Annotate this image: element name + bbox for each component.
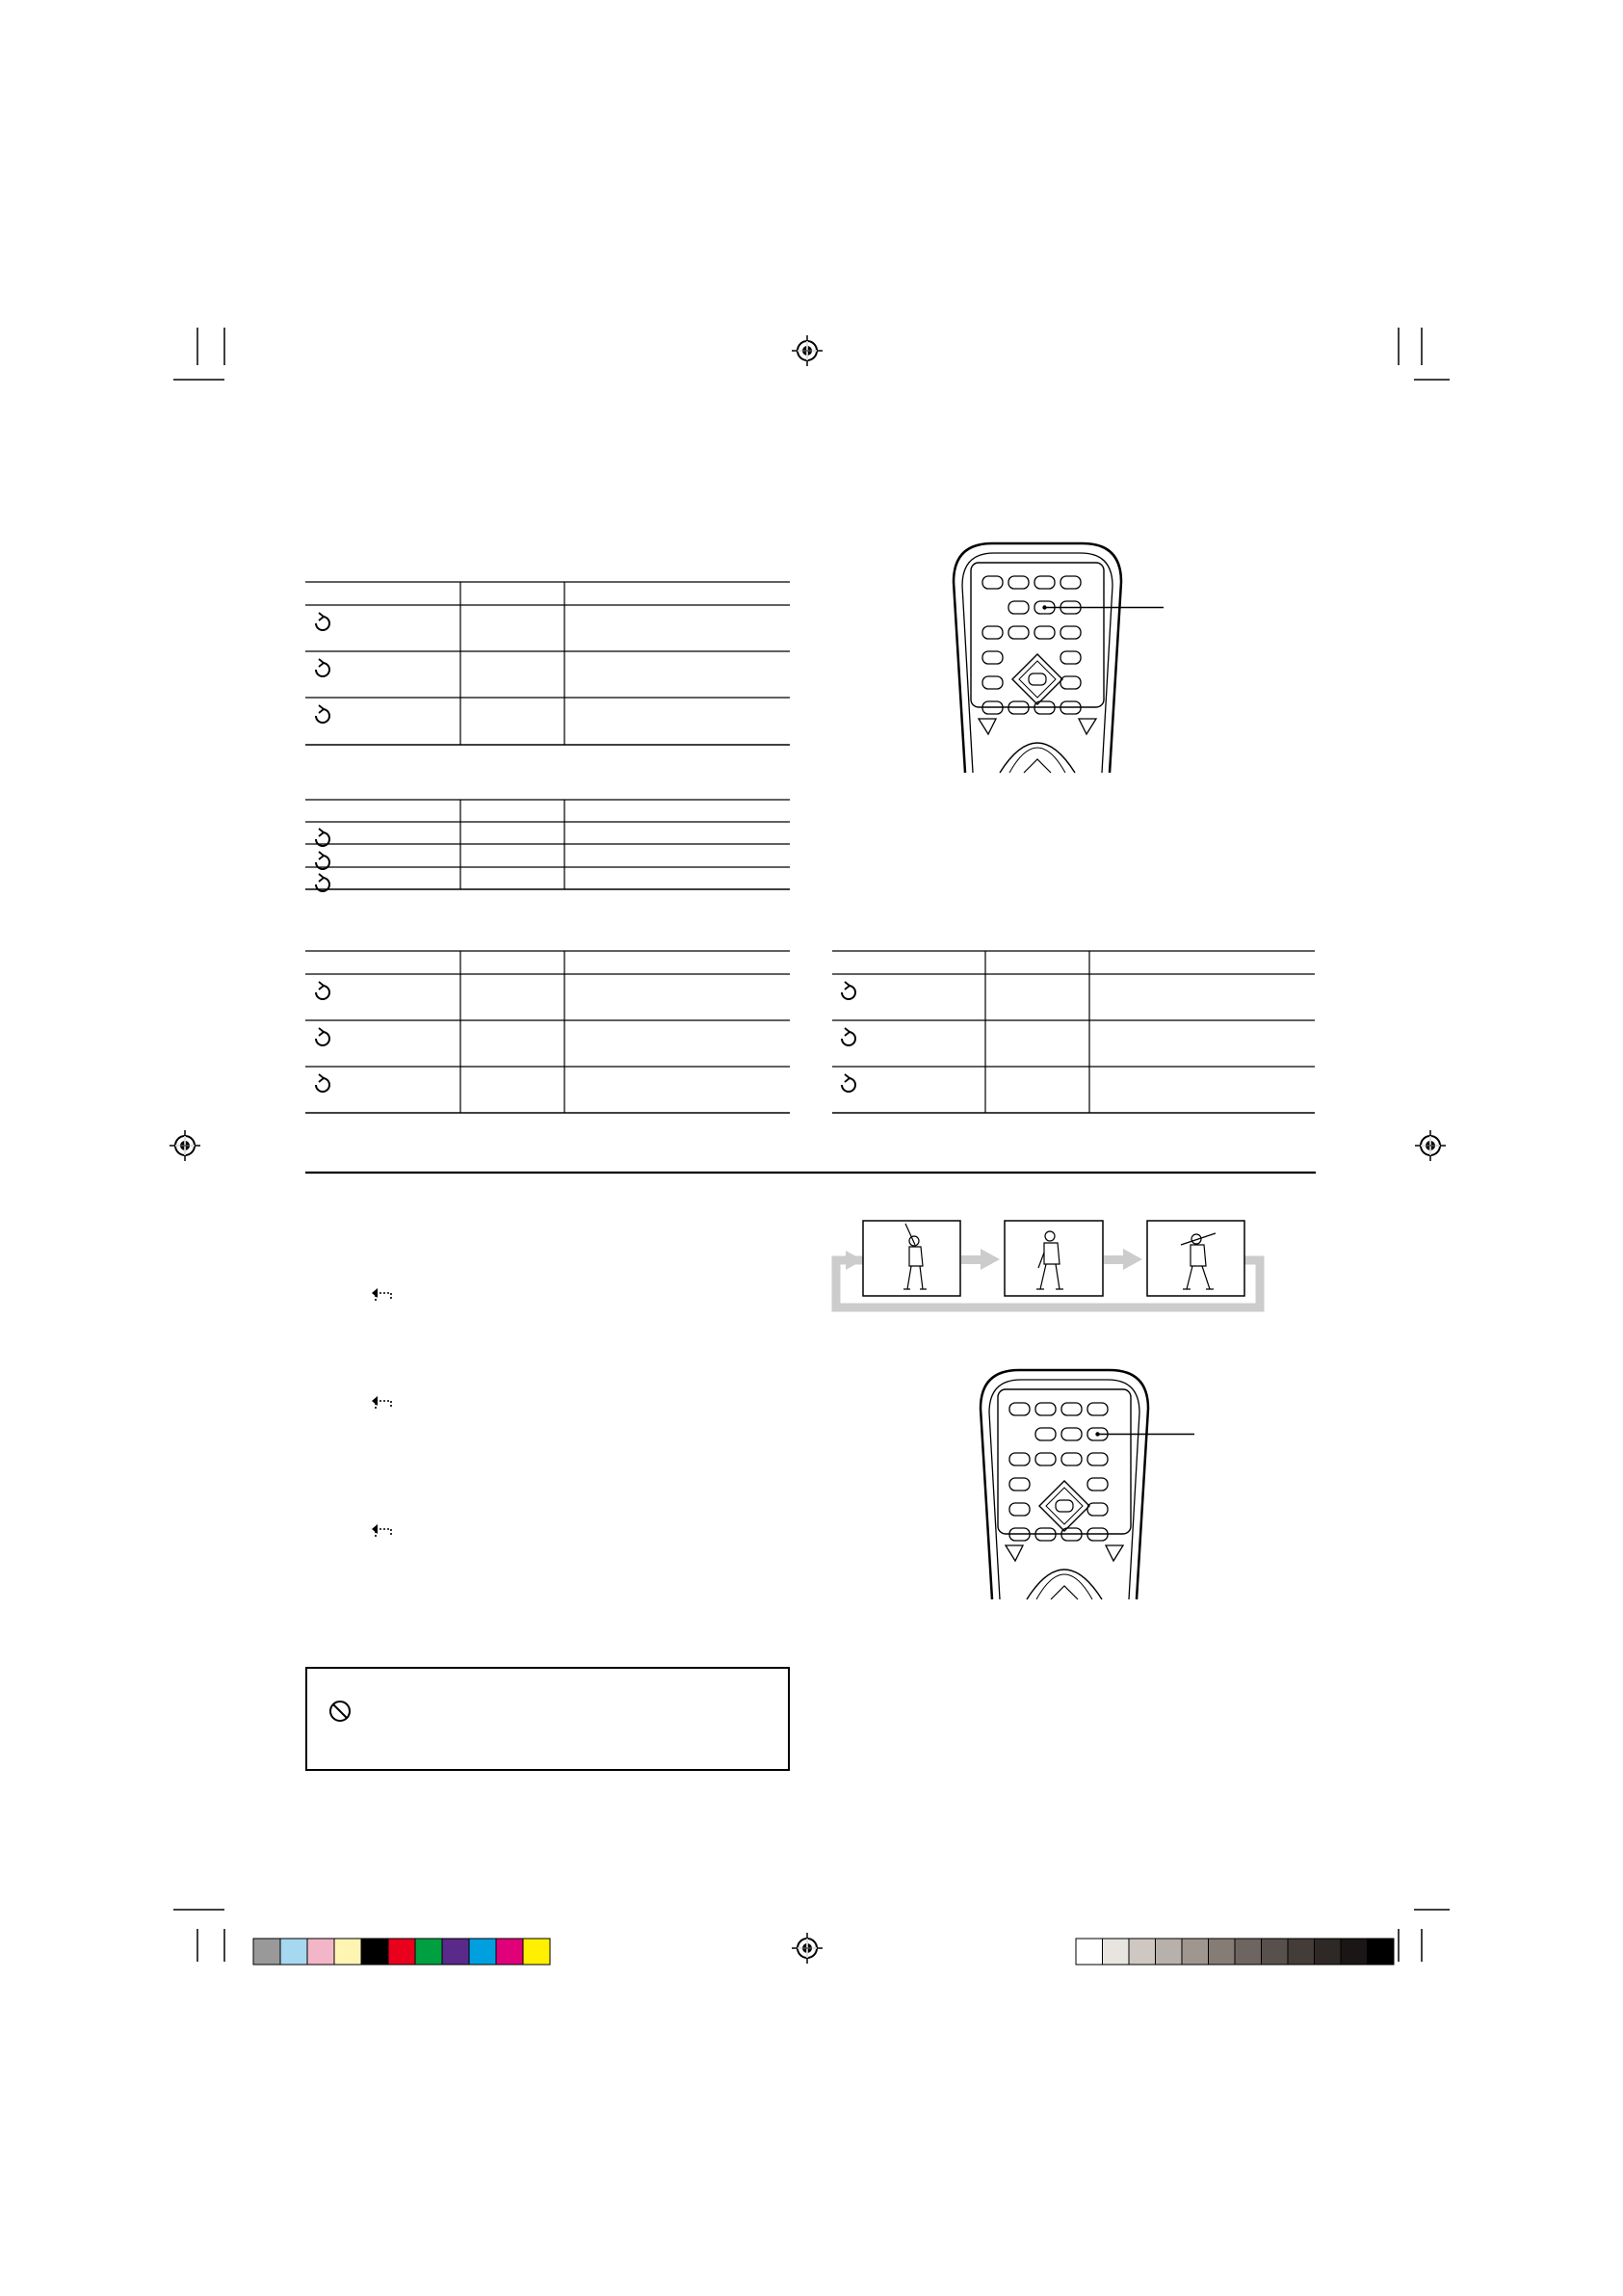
- playback-sequence: [836, 1221, 1260, 1307]
- table-b: [305, 800, 790, 889]
- remote-button: [1061, 1428, 1082, 1440]
- remote-button: [1087, 1503, 1108, 1516]
- gray-swatch: [1156, 1939, 1183, 1965]
- crop-mark-top-right: [1399, 328, 1450, 380]
- remote-button: [1035, 1428, 1056, 1440]
- note-box: [306, 1668, 789, 1770]
- color-bar: [253, 1939, 550, 1965]
- repeat-icon: [316, 1028, 329, 1045]
- remote-button: [1009, 1503, 1030, 1516]
- repeat-icon: [316, 982, 329, 999]
- remote-button: [1087, 1478, 1108, 1491]
- gray-swatch: [1262, 1939, 1289, 1965]
- color-swatch: [334, 1939, 361, 1965]
- color-swatch: [361, 1939, 388, 1965]
- gray-swatch: [1368, 1939, 1395, 1965]
- color-swatch: [415, 1939, 442, 1965]
- remote-button: [1008, 576, 1029, 589]
- remote-button: [1087, 1403, 1108, 1415]
- return-icon: [372, 1524, 391, 1537]
- table-d: [832, 951, 1315, 1113]
- repeat-icon: [316, 659, 329, 676]
- remote-button: [1035, 1403, 1056, 1415]
- gray-swatch: [1076, 1939, 1103, 1965]
- remote-button: [1008, 601, 1029, 614]
- repeat-icon: [842, 1074, 855, 1092]
- remote-button: [1060, 651, 1081, 664]
- gray-swatch: [1235, 1939, 1262, 1965]
- remote-button: [1061, 1453, 1082, 1465]
- repeat-icon: [842, 1028, 855, 1045]
- color-swatch: [442, 1939, 469, 1965]
- remote-button: [1034, 576, 1055, 589]
- repeat-icon: [316, 1074, 329, 1092]
- repeat-icon: [316, 613, 329, 630]
- return-icon: [372, 1288, 391, 1301]
- registration-mark: [792, 1933, 823, 1964]
- remote-button: [1009, 1453, 1030, 1465]
- frame-3: [1147, 1221, 1244, 1296]
- remote-button: [1060, 626, 1081, 639]
- gray-bar: [1076, 1939, 1394, 1965]
- frame-2: [1005, 1221, 1103, 1296]
- color-swatch: [253, 1939, 280, 1965]
- remote-button: [982, 676, 1003, 689]
- remote-button: [982, 651, 1003, 664]
- color-swatch: [469, 1939, 496, 1965]
- crop-mark-bottom-left: [173, 1910, 224, 1962]
- dpad: [1039, 1481, 1089, 1531]
- color-swatch: [388, 1939, 415, 1965]
- dpad: [1012, 654, 1062, 704]
- remote-body: [954, 543, 1121, 773]
- gray-swatch: [1129, 1939, 1156, 1965]
- gray-swatch: [1209, 1939, 1236, 1965]
- remote-button: [1009, 1403, 1030, 1415]
- color-swatch: [523, 1939, 550, 1965]
- gray-swatch: [1182, 1939, 1209, 1965]
- remote-button: [1035, 1453, 1056, 1465]
- remote-button: [982, 576, 1003, 589]
- gray-swatch: [1341, 1939, 1368, 1965]
- color-swatch: [280, 1939, 307, 1965]
- remote-button: [1008, 626, 1029, 639]
- remote-button: [982, 626, 1003, 639]
- crop-mark-bottom-right: [1399, 1910, 1450, 1962]
- remote-button: [1060, 676, 1081, 689]
- remote-button: [1009, 1478, 1030, 1491]
- registration-mark: [792, 335, 823, 366]
- registration-mark: [1415, 1130, 1446, 1161]
- table-c: [305, 951, 790, 1113]
- repeat-icon: [316, 852, 329, 869]
- remote-control: [981, 1370, 1194, 1599]
- gray-swatch: [1288, 1939, 1315, 1965]
- remote-button: [1034, 626, 1055, 639]
- crop-mark-top-left: [173, 328, 224, 380]
- table-a: [305, 582, 790, 745]
- registration-mark: [170, 1130, 200, 1161]
- frame-1: [863, 1221, 960, 1296]
- remote-button: [1087, 1453, 1108, 1465]
- repeat-icon: [316, 705, 329, 723]
- gray-swatch: [1103, 1939, 1130, 1965]
- gray-swatch: [1315, 1939, 1342, 1965]
- remote-body: [981, 1370, 1148, 1599]
- color-swatch: [307, 1939, 334, 1965]
- remote-control: [954, 543, 1164, 773]
- prohibited-icon: [330, 1702, 350, 1721]
- color-swatch: [496, 1939, 523, 1965]
- remote-button: [1061, 1403, 1082, 1415]
- return-icon: [372, 1396, 391, 1409]
- remote-button: [1060, 576, 1081, 589]
- repeat-icon: [316, 829, 329, 846]
- repeat-icon: [842, 982, 855, 999]
